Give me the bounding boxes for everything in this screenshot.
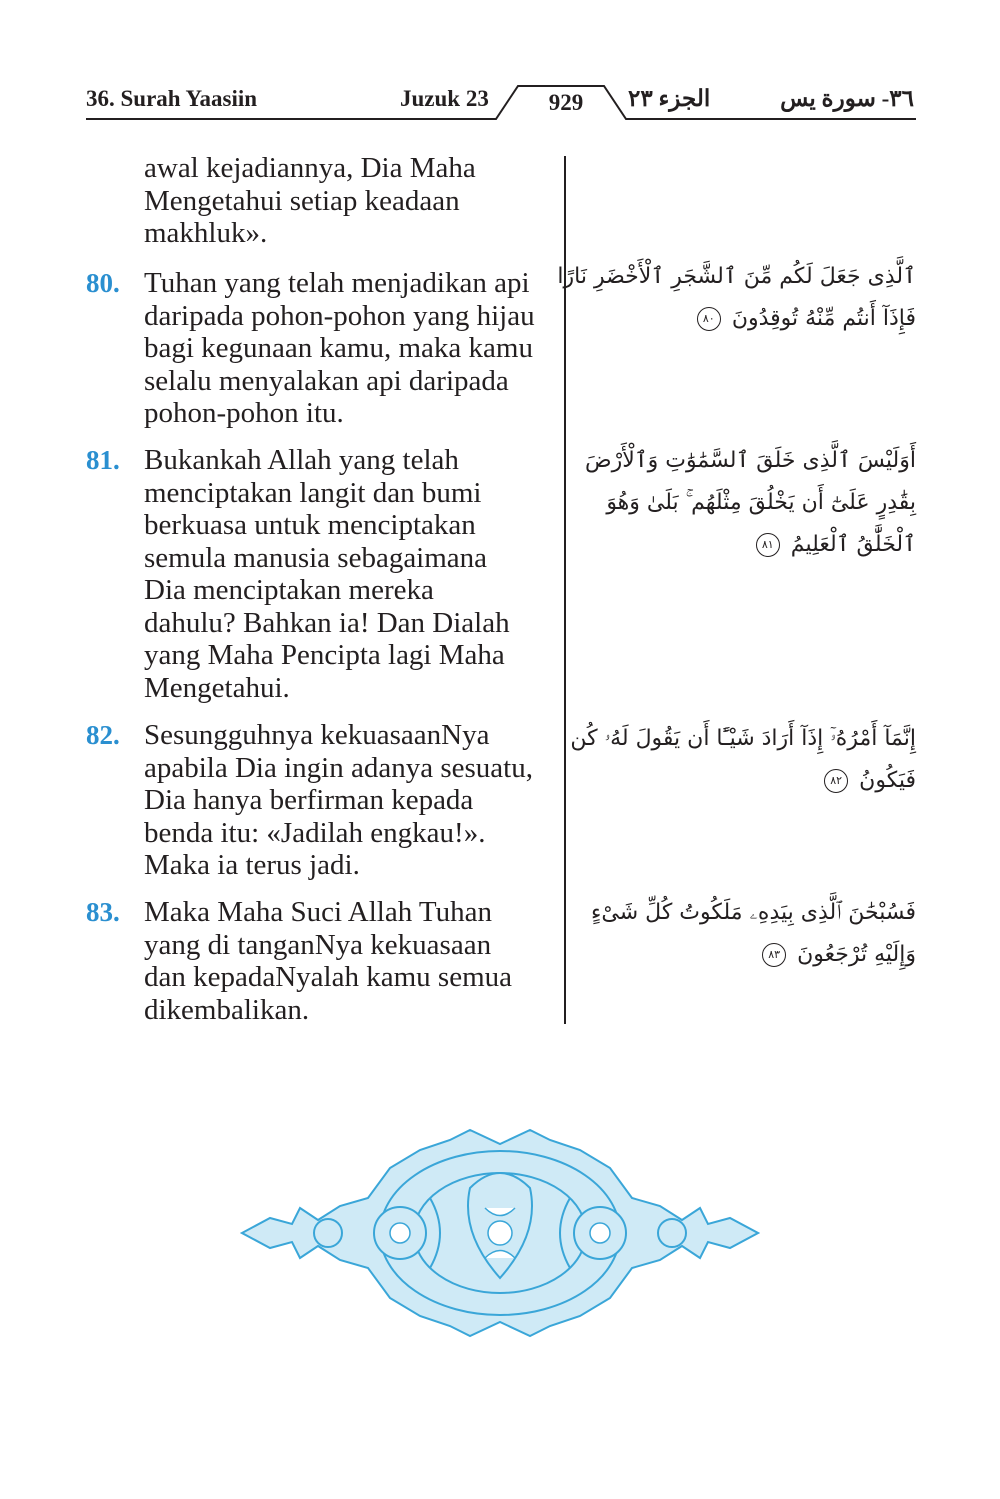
- verse-translation: Maka Maha Suci Allah Tuhan yang di tanganNya kekuasaan dan kepadaNyalah kamu semua dikembalikan.: [144, 896, 512, 1026]
- arabic-line: ٱلَّذِى جَعَلَ لَكُم مِّنَ ٱلشَّجَرِ ٱلْأَخْضَرِ نَارًا: [557, 264, 916, 289]
- arabic-line: إِنَّمَآ أَمْرُهُۥٓ إِذَآ أَرَادَ شَيْـًٔا أَن يَقُولَ لَهُۥ كُن: [570, 726, 916, 751]
- verse-arabic: [591, 892, 916, 976]
- arabic-line: [600, 524, 916, 566]
- verse-number: 82.: [86, 720, 120, 750]
- verse-translation: Tuhan yang telah menjadikan api daripada pohon-pohon yang hijau bagi kegunaan kamu, maka kamu selalu menyalakan api daripada pohon-pohon itu.: [144, 267, 535, 429]
- verse-number: 83.: [86, 897, 120, 927]
- arabic-line: [600, 934, 916, 976]
- arabic-line-text: ٱلْخَلَّٰقُ ٱلْعَلِيمُ: [790, 532, 916, 557]
- arabic-line: بِقَٰدِرٍ عَلَىٰٓ أَن يَخْلُقَ مِثْلَهُم ۚ بَلَىٰ وَهُوَ: [606, 490, 916, 515]
- arabic-line: أَوَلَيْسَ ٱلَّذِى خَلَقَ ٱلسَّمَٰوَٰتِ وَٱلْأَرْضَ: [585, 448, 916, 473]
- arabic-line-text: فَإِذَآ أَنتُم مِّنْهُ تُوقِدُونَ: [731, 306, 916, 331]
- ayah-number-marker: ٨٠: [697, 307, 721, 331]
- arabic-line: فَسُبْحَٰنَ ٱلَّذِى بِيَدِهِۦ مَلَكُوتُ كُلِّ شَىْءٍ: [591, 900, 916, 925]
- verse-arabic: [570, 718, 916, 802]
- verse-arabic: [585, 440, 916, 566]
- verse-number: 81.: [86, 445, 120, 475]
- ayah-number-marker: ٨٣: [762, 943, 786, 967]
- header-surah-arabic: ٣٦- سورة يس: [780, 86, 914, 111]
- verse-translation: Bukankah Allah yang telah menciptakan langit dan bumi berkuasa untuk menciptakan semula manusia sebagaimana Dia menciptakan mereka dahulu? Bahkan ia! Dan Dialah yang Maha Pencipta lagi Maha Mengetahui.: [144, 444, 510, 704]
- arabic-line-text: فَيَكُونُ: [859, 768, 916, 793]
- verse-arabic: [557, 256, 916, 340]
- arabic-line: [600, 298, 916, 340]
- header-surah-title: 36. Surah Yaasiin: [86, 86, 258, 111]
- decorative-arabesque-cartouche-icon: [240, 1128, 760, 1338]
- page-number: 929: [548, 90, 584, 115]
- ayah-number-marker: ٨٢: [824, 769, 848, 793]
- header-juzuk: Juzuk 23: [400, 86, 489, 111]
- continued-translation: awal kejadiannya, Dia Maha Mengetahui setiap keadaan makhluk».: [144, 152, 476, 249]
- ayah-number-marker: ٨١: [756, 533, 780, 557]
- verse-translation: Sesungguhnya kekuasaanNya apabila Dia ingin adanya sesuatu, Dia hanya berfirman kepada benda itu: «Jadilah engkau!». Maka ia terus jadi.: [144, 719, 533, 881]
- arabic-line: [600, 760, 916, 802]
- verse-number: 80.: [86, 268, 120, 298]
- header-juz-arabic: الجزء ٢٣: [628, 86, 711, 111]
- arabic-line-text: وَإِلَيْهِ تُرْجَعُونَ: [797, 942, 916, 967]
